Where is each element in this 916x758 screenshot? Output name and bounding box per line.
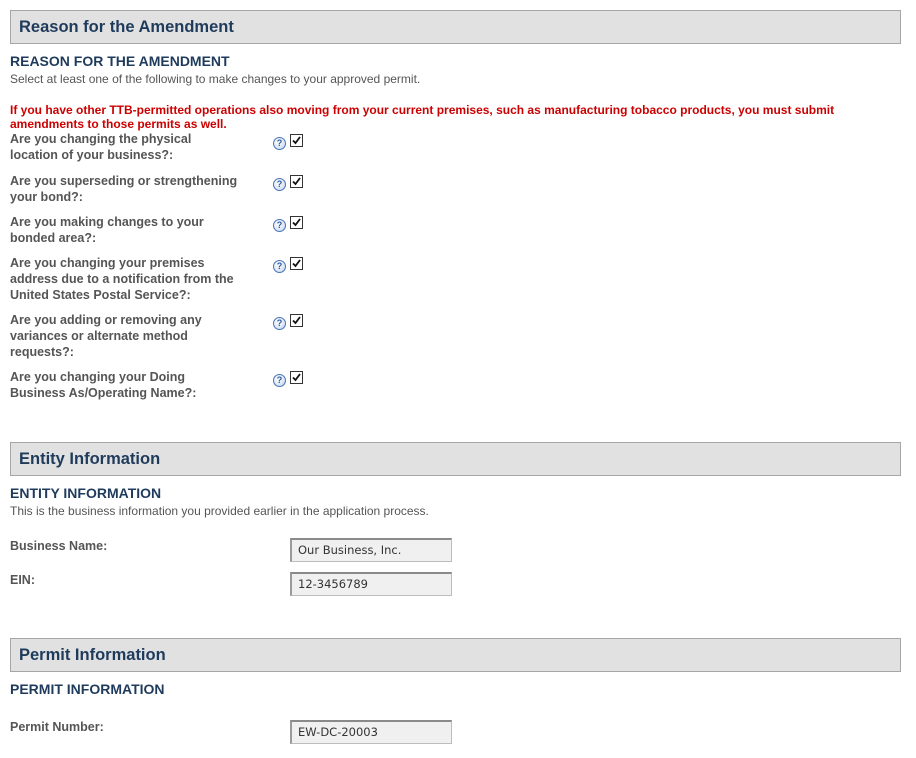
permit-subtitle: PERMIT INFORMATION [10,681,165,697]
question-line: requests?: [10,345,74,359]
question-line: your bond?: [10,190,83,204]
question-variances-label [10,312,272,360]
dba-name-checkbox[interactable] [290,371,303,384]
question-line: bonded area?: [10,231,97,245]
help-icon[interactable]: ? [273,317,286,330]
business-name-label: Business Name: [10,539,108,553]
amendment-description: Select at least one of the following to make changes to your approved permit. [10,72,421,86]
question-line: Are you making changes to your [10,215,204,229]
question-line: variances or alternate method [10,329,188,343]
checkmark-icon [291,315,302,326]
help-icon[interactable]: ? [273,219,286,232]
checkmark-icon [291,372,302,383]
question-line: United States Postal Service?: [10,288,191,302]
question-line: Business As/Operating Name?: [10,386,197,400]
help-icon[interactable]: ? [273,137,286,150]
amendment-section-header [10,10,901,44]
physical-location-checkbox[interactable] [290,134,303,147]
question-line: Are you changing your Doing [10,370,186,384]
entity-section-header [10,442,901,476]
checkmark-icon [291,217,302,228]
question-physical-location-label [10,131,272,163]
help-icon[interactable]: ? [273,260,286,273]
permit-section-title: Permit Information [19,646,166,664]
question-dba-name-label [10,369,272,401]
question-line: Are you changing the physical [10,132,192,146]
permit-number-label: Permit Number: [10,720,104,734]
question-bonded-area-label [10,214,272,246]
permit-section-header [10,638,901,672]
business-name-field[interactable]: Our Business, Inc. [290,538,452,562]
question-bond-label [10,173,272,205]
help-icon[interactable]: ? [273,374,286,387]
ein-field[interactable]: 12-3456789 [290,572,452,596]
bond-checkbox[interactable] [290,175,303,188]
question-line: Are you superseding or strengthening [10,174,238,188]
entity-description: This is the business information you provided earlier in the application process. [10,504,429,518]
question-line: location of your business?: [10,148,174,162]
amendment-subtitle: REASON FOR THE AMENDMENT [10,53,230,69]
amendment-section-title: Reason for the Amendment [19,18,234,36]
checkmark-icon [291,176,302,187]
variances-checkbox[interactable] [290,314,303,327]
checkmark-icon [291,135,302,146]
amendment-warning: If you have other TTB-permitted operations also moving from your current premises, such as manufacturing tobacco products, you must submit amendments to those permits as well. [10,103,835,131]
bonded-area-checkbox[interactable] [290,216,303,229]
premises-address-checkbox[interactable] [290,257,303,270]
question-line: Are you changing your premises [10,256,205,270]
entity-section-title: Entity Information [19,450,161,468]
question-premises-address-label [10,255,272,303]
ein-label: EIN: [10,573,35,587]
checkmark-icon [291,258,302,269]
question-line: address due to a notification from the [10,272,234,286]
permit-number-field[interactable]: EW-DC-20003 [290,720,452,744]
help-icon[interactable]: ? [273,178,286,191]
entity-subtitle: ENTITY INFORMATION [10,485,162,501]
question-line: Are you adding or removing any [10,313,202,327]
